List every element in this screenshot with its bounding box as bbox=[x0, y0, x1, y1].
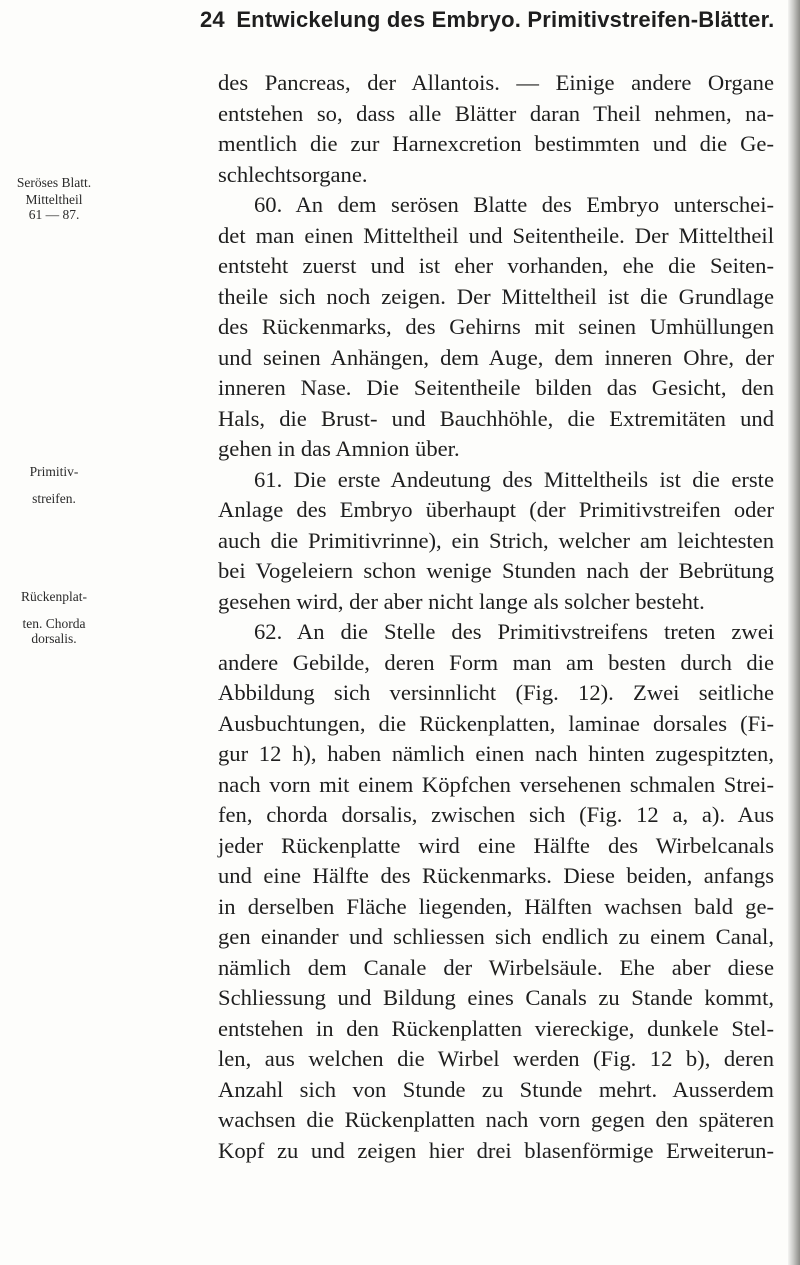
margin-note-line: Primitiv- bbox=[29, 464, 79, 479]
text-line: jeder Rückenplatte wird eine Hälfte des Wirbelcanals bbox=[218, 832, 774, 858]
text-line: bei Vogeleiern schon wenige Stunden nach der Bebrütung bbox=[218, 558, 774, 583]
paragraph-61-start: 61. Die erste Andeutung des Mitteltheils ist die erste bbox=[254, 466, 774, 492]
text-line: auch die Primitivrinne), ein Strich, welcher am leichtesten bbox=[218, 527, 774, 553]
margin-note-line: Rückenplat- bbox=[21, 589, 87, 604]
text-line: entstehen in den Rückenplatten viereckige, dunkele Stel- bbox=[218, 1015, 774, 1041]
text-line: Kopf zu und zeigen hier drei blasenförmige Erweiterun- bbox=[218, 1137, 774, 1163]
text-line: des Pancreas, der Allantois. — Einige andere Organe bbox=[218, 70, 774, 95]
paragraph-62-start: 62. An die Stelle des Primitivstreifens treten zwei bbox=[254, 619, 774, 644]
text-line: entstehen so, dass alle Blätter daran Theil nehmen, na- bbox=[218, 100, 774, 126]
paragraph-60-start: 60. An dem serösen Blatte des Embryo unterschei- bbox=[254, 192, 774, 217]
text-line: wachsen die Rückenplatten nach vorn gegen den späteren bbox=[218, 1107, 774, 1132]
margin-note-primitivstreifen bbox=[4, 464, 104, 506]
text-line: Anlage des Embryo überhaupt (der Primitivstreifen oder bbox=[218, 497, 774, 522]
text-line: gen einander und schliessen sich endlich zu einem Canal, bbox=[218, 924, 774, 949]
text-line: andere Gebilde, deren Form man am besten durch die bbox=[218, 649, 774, 675]
text-line: Anzahl sich von Stunde zu Stunde mehrt. Ausserdem bbox=[218, 1076, 774, 1102]
page-edge-shadow bbox=[788, 0, 800, 1265]
text-line: inneren Nase. Die Seitentheile bilden das Gesicht, den bbox=[218, 375, 774, 400]
text-line: entsteht zuerst und ist eher vorhanden, ehe die Seiten- bbox=[218, 253, 774, 278]
text-line: in derselben Fläche liegenden, Hälften wachsen bald ge- bbox=[218, 893, 774, 919]
text-line: det man einen Mitteltheil und Seitentheile. Der Mitteltheil bbox=[218, 222, 774, 248]
text-line: gehen in das Amnion über. bbox=[218, 436, 460, 461]
running-head-title: Entwickelung des Embryo. Primitivstreifen-Blätter. bbox=[236, 7, 775, 32]
margin-note-line: streifen. bbox=[32, 491, 76, 506]
text-line: Ausbuchtungen, die Rückenplatten, laminae dorsales (Fi- bbox=[218, 710, 774, 736]
text-line: Schliessung und Bildung eines Canals zu Stande kommt, bbox=[218, 985, 774, 1010]
page-number: 24 bbox=[200, 7, 225, 32]
text-line: nämlich dem Canale der Wirbelsäule. Ehe aber diese bbox=[218, 954, 774, 980]
text-line: gur 12 h), haben nämlich einen nach hinten zugespitzten, bbox=[218, 741, 774, 766]
margin-note-line: Mitteltheil bbox=[25, 192, 83, 207]
text-line: len, aus welchen die Wirbel werden (Fig. 12 b), deren bbox=[218, 1046, 774, 1071]
margin-note-line: Seröses Blatt. bbox=[16, 175, 92, 190]
text-line: und eine Hälfte des Rückenmarks. Diese beiden, anfangs bbox=[218, 863, 774, 888]
body-text bbox=[218, 68, 774, 1166]
text-line: nach vorn mit einem Köpfchen versehenen schmalen Strei- bbox=[218, 771, 774, 797]
text-line: schlechtsorgane. bbox=[218, 161, 368, 187]
margin-note-seroses-blatt bbox=[4, 175, 104, 222]
text-line: gesehen wird, der aber nicht lange als solcher besteht. bbox=[218, 588, 705, 614]
running-head bbox=[200, 2, 774, 38]
margin-note-line: 61 — 87. bbox=[28, 207, 80, 222]
margin-note-rueckenplatten bbox=[4, 589, 104, 646]
text-line: fen, chorda dorsalis, zwischen sich (Fig. 12 a, a). Aus bbox=[218, 802, 774, 827]
margin-note-line: ten. Chorda bbox=[22, 616, 86, 631]
margin-note-line: dorsalis. bbox=[31, 631, 77, 646]
text-line: theile sich noch zeigen. Der Mitteltheil ist die Grundlage bbox=[218, 283, 774, 309]
text-line: Abbildung sich versinnlicht (Fig. 12). Zwei seitliche bbox=[218, 680, 774, 705]
text-line: mentlich die zur Harnexcretion bestimmten und die Ge- bbox=[218, 131, 774, 156]
text-line: Hals, die Brust- und Bauchhöhle, die Extremitäten und bbox=[218, 405, 774, 431]
text-line: und seinen Anhängen, dem Auge, dem inneren Ohre, der bbox=[218, 344, 774, 370]
text-line: des Rückenmarks, des Gehirns mit seinen Umhüllungen bbox=[218, 314, 774, 339]
